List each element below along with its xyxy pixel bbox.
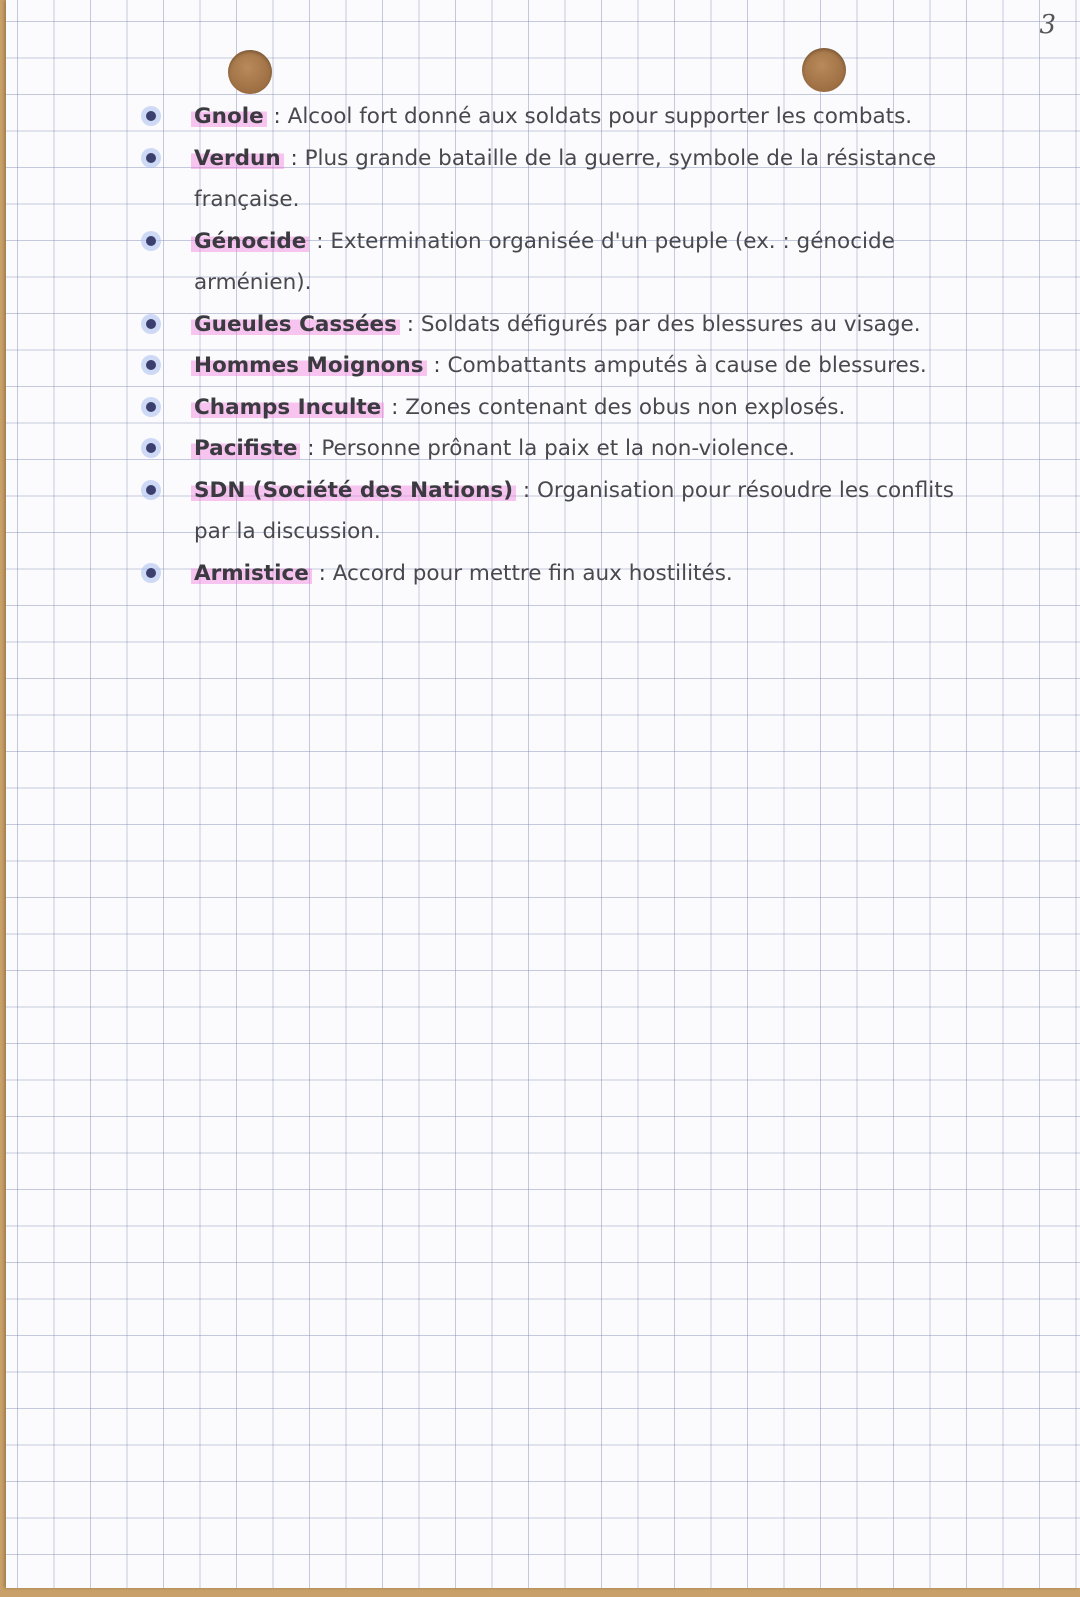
glossary-item xyxy=(146,96,996,138)
glossary-term: Hommes Moignons xyxy=(191,353,427,378)
bullet-icon xyxy=(146,485,156,495)
glossary-item xyxy=(146,470,996,553)
glossary-definition: Personne prônant la paix et la non-violence. xyxy=(321,436,796,461)
glossary-item xyxy=(146,553,996,595)
glossary-term: Verdun xyxy=(191,146,284,171)
glossary-item xyxy=(146,304,996,346)
glossary-list xyxy=(146,96,996,594)
term-separator: : xyxy=(266,104,288,129)
glossary-definition: Zones contenant des obus non explosés. xyxy=(405,394,846,420)
glossary-item xyxy=(146,221,996,304)
glossary-item xyxy=(146,387,996,429)
glossary-item xyxy=(146,345,996,387)
bullet-icon xyxy=(146,568,156,578)
binder-hole-left xyxy=(228,50,272,94)
glossary-definition: Soldats défigurés par des blessures au visage. xyxy=(420,311,921,337)
bullet-icon xyxy=(146,319,156,329)
term-separator: : xyxy=(399,311,421,337)
glossary-definition: Combattants amputés à cause de blessures. xyxy=(447,353,927,378)
glossary-item xyxy=(146,138,996,221)
glossary-term: Champs Inculte xyxy=(191,395,384,420)
term-separator: : xyxy=(384,394,406,420)
term-separator: : xyxy=(426,353,448,378)
binder-hole-right xyxy=(802,48,846,92)
grid-paper-sheet xyxy=(6,0,1080,1588)
term-separator: : xyxy=(311,560,333,586)
page-number: 3 xyxy=(1039,10,1056,40)
bullet-icon xyxy=(146,360,156,370)
term-separator: : xyxy=(309,228,331,254)
glossary-term: Gueules Cassées xyxy=(191,312,400,337)
term-separator: : xyxy=(516,477,537,503)
glossary-term: Gnole xyxy=(191,104,267,129)
bullet-icon xyxy=(146,111,156,121)
term-separator: : xyxy=(283,145,305,171)
glossary-definition: Plus grande bataille de la guerre, symbole de la résistance française. xyxy=(194,145,937,212)
glossary-term: Pacifiste xyxy=(191,436,300,461)
bullet-icon xyxy=(146,236,156,246)
glossary-term: SDN (Société des Nations) xyxy=(191,478,516,503)
glossary-definition: Alcool fort donné aux soldats pour supporter les combats. xyxy=(287,104,913,129)
glossary-item xyxy=(146,428,996,470)
bullet-icon xyxy=(146,153,156,163)
glossary-term: Génocide xyxy=(191,229,309,254)
glossary-definition: Accord pour mettre fin aux hostilités. xyxy=(332,560,733,586)
glossary-definition: Extermination organisée d'un peuple (ex. : génocide arménien). xyxy=(194,228,895,295)
bullet-icon xyxy=(146,443,156,453)
term-separator: : xyxy=(300,436,322,461)
bullet-icon xyxy=(146,402,156,412)
glossary-definition: Organisation pour résoudre les conflits par la discussion. xyxy=(194,477,954,544)
glossary-term: Armistice xyxy=(191,561,312,586)
